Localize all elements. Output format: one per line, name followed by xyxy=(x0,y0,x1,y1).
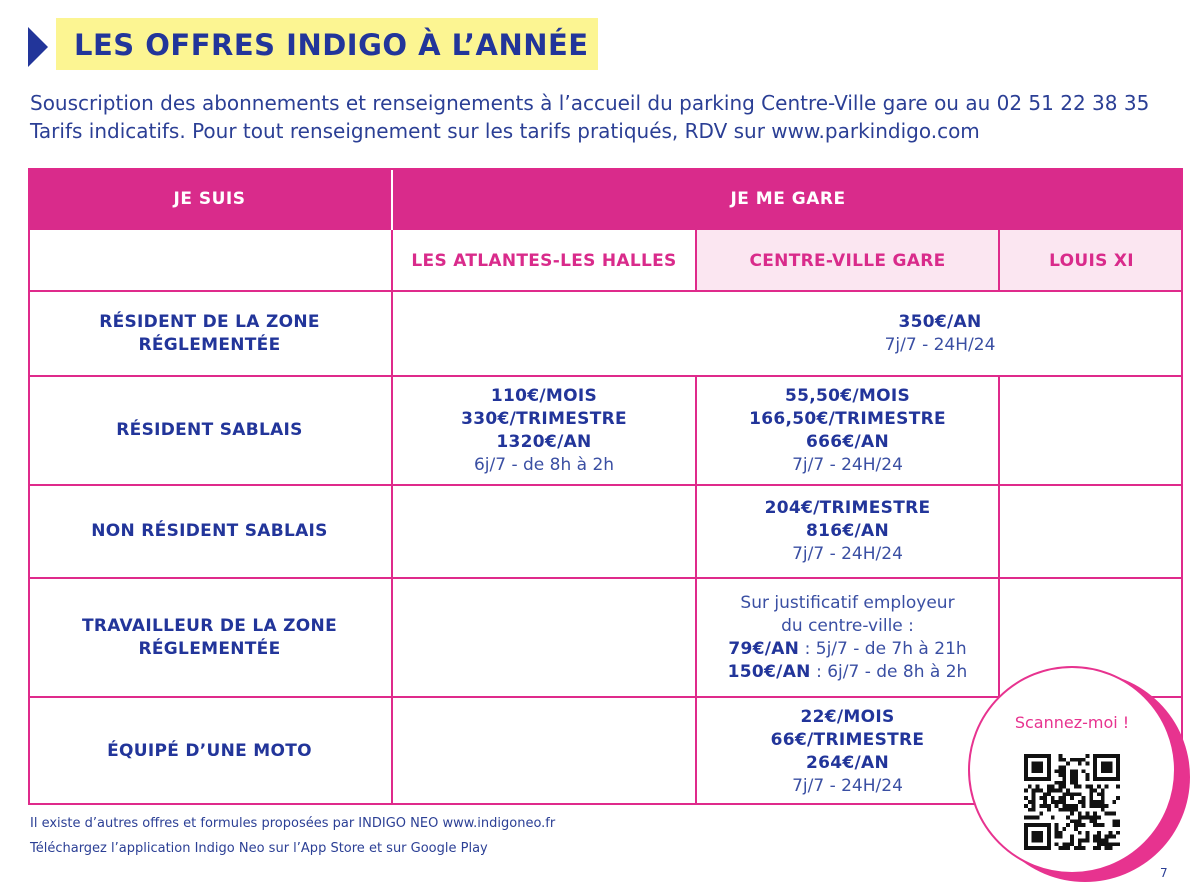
header-je-suis: JE SUIS xyxy=(173,189,246,209)
row-label-travailleur: TRAVAILLEUR DE LA ZONE RÉGLEMENTÉE xyxy=(81,615,338,659)
qr-code-icon[interactable] xyxy=(1024,754,1120,850)
price: 66€/TRIMESTRE xyxy=(770,729,925,750)
price: 1320€/AN xyxy=(496,431,592,452)
price: 350€/AN xyxy=(898,311,982,332)
offer-line: 150€/AN : 6j/7 - de 8h à 2h xyxy=(727,661,968,682)
row-label-resident-zone: RÉSIDENT DE LA ZONE RÉGLEMENTÉE xyxy=(99,311,320,355)
price: 816€/AN xyxy=(805,521,889,541)
row-label-resident-sablais: RÉSIDENT SABLAIS xyxy=(116,420,303,440)
condition-text: du centre-ville : xyxy=(781,615,914,636)
qr-label: Scannez-moi ! xyxy=(1014,713,1130,732)
schedule: 7j/7 - 24H/24 xyxy=(792,775,903,796)
column-louis-xi: LOUIS XI xyxy=(1000,230,1183,291)
price: 204€/TRIMESTRE xyxy=(764,498,931,518)
price: 666€/AN xyxy=(805,431,889,452)
intro-line-2: Tarifs indicatifs. Pour tout renseignement sur les tarifs pratiqués, RDV sur www.parkindigo.com xyxy=(30,119,980,143)
price: 264€/AN xyxy=(805,752,889,773)
price: 330€/TRIMESTRE xyxy=(461,408,627,429)
price: 110€/MOIS xyxy=(490,385,598,406)
schedule: 7j/7 - 24H/24 xyxy=(792,544,903,564)
schedule: 7j/7 - 24H/24 xyxy=(884,334,996,355)
title-arrow-icon xyxy=(28,27,48,67)
price: 22€/MOIS xyxy=(800,706,895,727)
row-label-moto: ÉQUIPÉ D’UNE MOTO xyxy=(107,741,312,761)
offer-line: 79€/AN : 5j/7 - de 7h à 21h xyxy=(728,638,967,659)
price: 166,50€/TRIMESTRE xyxy=(749,408,946,429)
header-je-me-gare: JE ME GARE xyxy=(730,189,846,209)
price: 55,50€/MOIS xyxy=(784,385,911,406)
page-title: LES OFFRES INDIGO À L’ANNÉE xyxy=(74,28,589,62)
schedule: 6j/7 - de 8h à 2h xyxy=(473,454,615,475)
footer-note-1: Il existe d’autres offres et formules proposées par INDIGO NEO www.indigoneo.fr xyxy=(30,816,556,831)
condition-text: Sur justificatif employeur xyxy=(740,592,955,613)
footer-note-2: Téléchargez l’application Indigo Neo sur l’App Store et sur Google Play xyxy=(30,841,488,856)
row-label-non-resident: NON RÉSIDENT SABLAIS xyxy=(91,521,328,541)
schedule: 7j/7 - 24H/24 xyxy=(792,454,903,475)
intro-line-1: Souscription des abonnements et renseignements à l’accueil du parking Centre-Ville gare ou au 02 51 22 38 35 xyxy=(30,91,1150,115)
column-centre-ville-gare: CENTRE-VILLE GARE xyxy=(697,230,998,291)
page-number: 7 xyxy=(1160,866,1168,880)
column-atlantes: LES ATLANTES-LES HALLES xyxy=(411,250,677,271)
